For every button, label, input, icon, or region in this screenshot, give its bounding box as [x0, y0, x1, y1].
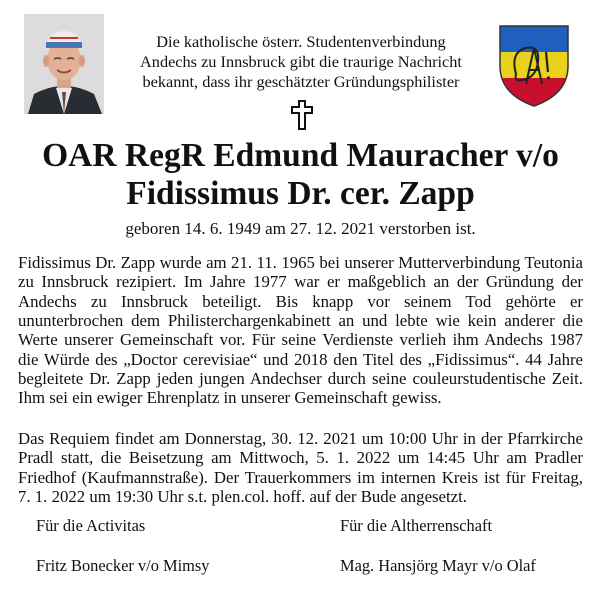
intro-text [118, 32, 484, 92]
intro-line: Andechs zu Innsbruck gibt die traurige Nachricht [140, 52, 462, 71]
cross-symbol-icon [290, 100, 314, 130]
crest-icon [496, 22, 572, 108]
portrait-icon [24, 14, 104, 114]
portrait-photo [24, 14, 104, 114]
signature-name-right: Mag. Hansjörg Mayr v/o Olaf [340, 556, 536, 575]
signature-group-activitas: Für die Activitas [36, 516, 146, 535]
deceased-name [0, 137, 601, 213]
name-line: OAR RegR Edmund Mauracher v/o [42, 137, 559, 174]
life-dates: geboren 14. 6. 1949 am 27. 12. 2021 verstorben ist. [125, 219, 476, 238]
requiem-paragraph: Das Requiem findet am Donnerstag, 30. 12. 2021 um 10:00 Uhr in der Pfarrkirche Pradl statt, die Beisetzung am Mittwoch, 5. 1. 2022 um 14:45 Uhr am Pradler Friedhof (Kaufmannstraße). Der Trauerkommers im internen Kreis ist für Freitag, 7. 1. 2022 um 19:30 Uhr s.t. plen.col. hoff. auf der Bude angesetzt. [18, 429, 583, 507]
cross-icon [290, 100, 314, 130]
signature-name-left: Fritz Bonecker v/o Mimsy [36, 556, 210, 575]
biography-paragraph: Fidissimus Dr. Zapp wurde am 21. 11. 1965 bei unserer Mutterverbindung Teutonia zu Innsbruck rezipiert. Im Jahre 1977 war er maßgeblich an der Gründung der Andechs zu Innsbruck beteiligt. Bis knapp vor seinem Tod gehörte er ununterbrochen dem Philisterchargenkabinett an und lebte wie kein anderer die Werte unserer Gemeinschaft vor. Für seine Verdienste verlieh ihm Andechs 1987 die Würde des „Doctor cerevisiae“ und 2018 den Titel des „Fidissimus“. 44 Jahre begleitete Dr. Zapp jeden jungen Andechser durch seine couleurstudentische Zeit. Ihm sei ein ewiger Ehrenplatz in unserer Gemeinschaft gewiss. [18, 253, 583, 408]
intro-line: Die katholische österr. Studentenverbindung [156, 32, 446, 51]
intro-line: bekannt, dass ihr geschätzter Gründungsphilister [142, 72, 460, 91]
coat-of-arms [496, 22, 572, 108]
name-line: Fidissimus Dr. cer. Zapp [126, 175, 475, 212]
signature-group-altherrenschaft: Für die Altherrenschaft [340, 516, 493, 535]
